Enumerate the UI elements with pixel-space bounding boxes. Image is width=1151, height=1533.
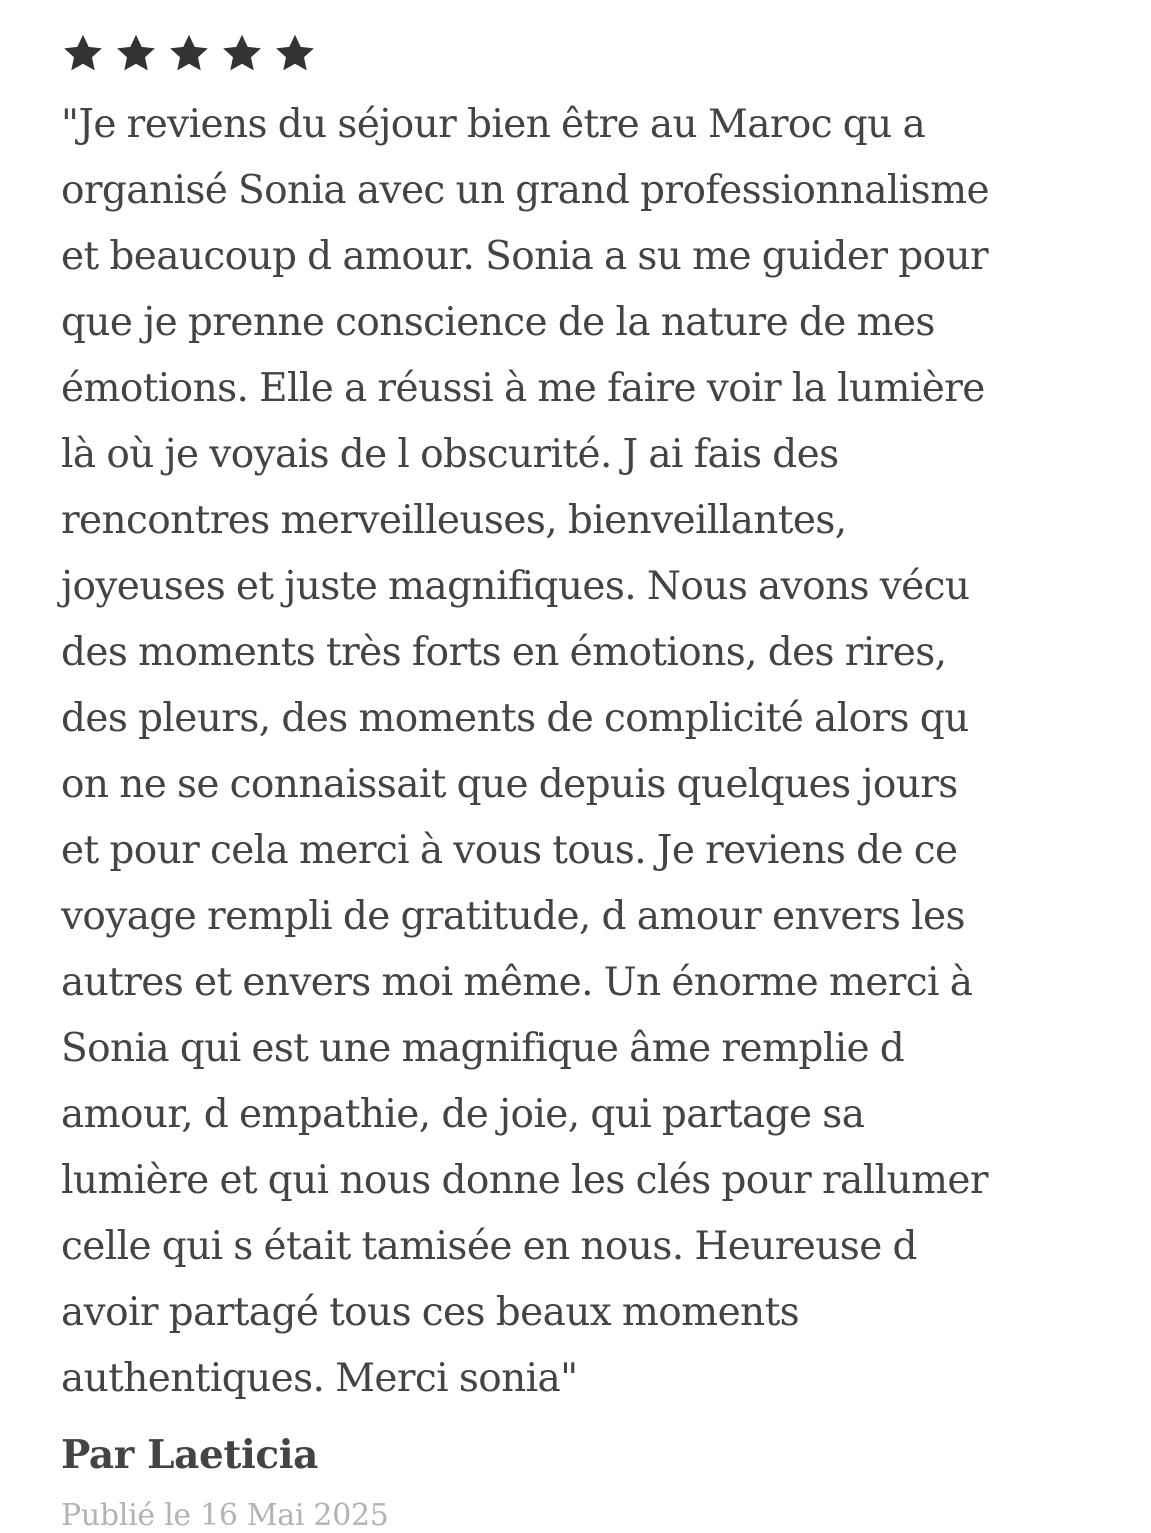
review-card: [61, 30, 1121, 1412]
review-text-line: "Je reviens du séjour bien être au Maroc qu a: [61, 102, 926, 147]
review-text-line: des pleurs, des moments de complicité alors qu: [61, 696, 969, 741]
review-date: Publié le 16 Mai 2025: [61, 1498, 389, 1533]
review-text-line: lumière et qui nous donne les clés pour rallumer: [61, 1158, 988, 1203]
review-text-line: que je prenne conscience de la nature de mes: [61, 300, 935, 345]
review-text-line: voyage rempli de gratitude, d amour envers les: [61, 894, 965, 939]
review-text-line: et beaucoup d amour. Sonia a su me guider pour: [61, 234, 989, 279]
review-text-line: Sonia qui est une magnifique âme remplie d: [61, 1026, 905, 1071]
star-icon: [167, 32, 211, 76]
review-text-line: on ne se connaissait que depuis quelques jours: [61, 762, 958, 807]
review-text-line: avoir partagé tous ces beaux moments: [61, 1290, 800, 1335]
review-text-line: et pour cela merci à vous tous. Je reviens de ce: [61, 828, 958, 873]
review-text-line: émotions. Elle a réussi à me faire voir la lumière: [61, 366, 985, 411]
star-icon: [61, 32, 105, 76]
review-text: [61, 92, 1121, 1412]
review-author: Par Laeticia: [61, 1432, 319, 1478]
review-text-line: rencontres merveilleuses, bienveillantes,: [61, 498, 847, 543]
star-rating: [61, 30, 1121, 78]
star-icon: [220, 32, 264, 76]
review-text-line: amour, d empathie, de joie, qui partage sa: [61, 1092, 865, 1137]
review-text-line: là où je voyais de l obscurité. J ai fais des: [61, 432, 839, 477]
star-icon: [114, 32, 158, 76]
review-text-line: autres et envers moi même. Un énorme merci à: [61, 960, 973, 1005]
review-text-line: organisé Sonia avec un grand professionnalisme: [61, 168, 989, 213]
review-text-line: authentiques. Merci sonia": [61, 1356, 578, 1401]
review-text-line: celle qui s était tamisée en nous. Heureuse d: [61, 1224, 917, 1269]
review-text-line: des moments très forts en émotions, des rires,: [61, 630, 947, 675]
star-icon: [273, 32, 317, 76]
review-text-line: joyeuses et juste magnifiques. Nous avons vécu: [61, 564, 970, 609]
